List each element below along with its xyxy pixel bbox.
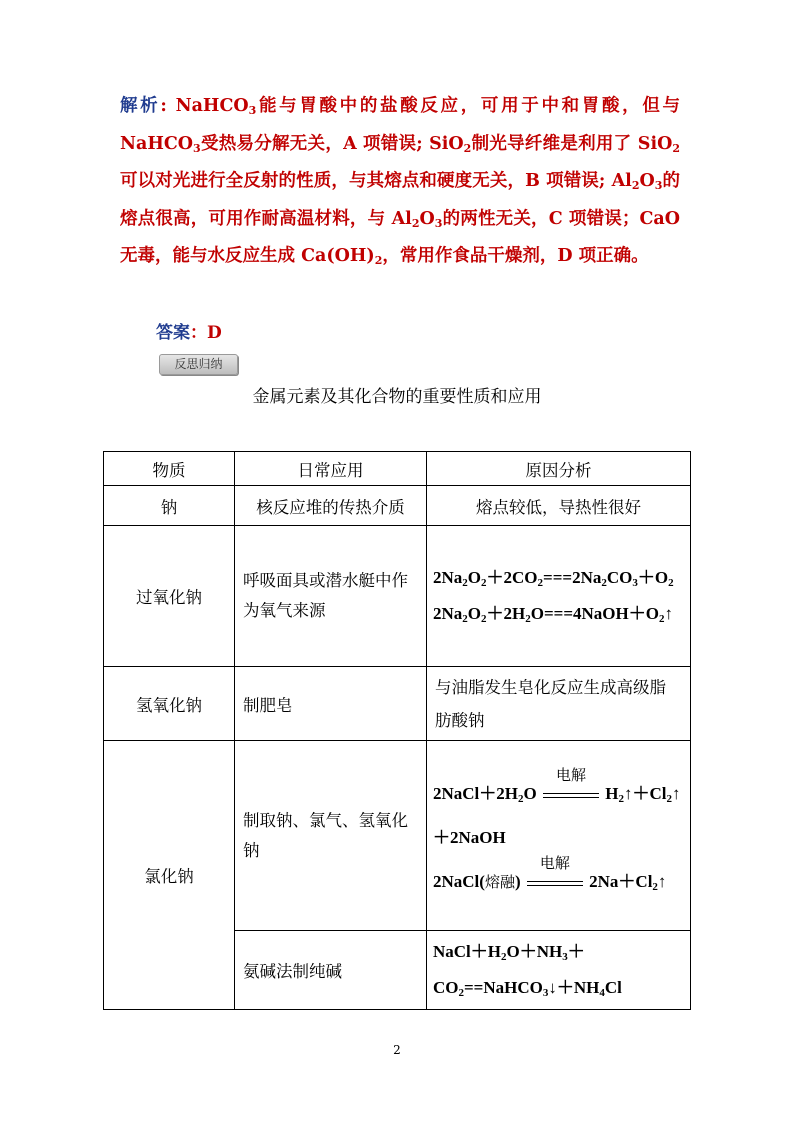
table-row [104,486,691,526]
answer-value: ：D [190,323,222,343]
electrolysis-sign: 电解 [525,873,585,893]
analysis-text: : NaHCO [160,96,249,116]
cell-reason: 熔点较低，导热性很好 [427,486,691,526]
cell-substance: 过氧化钠 [104,526,235,667]
cell-substance: 氯化钠 [104,741,235,1010]
cell-use: 制取钠、氯气、氢氧化钠 [235,741,427,931]
table-header-row [104,452,691,486]
analysis-paragraph [120,88,680,276]
table-row [104,526,691,667]
page-number: 2 [393,1043,401,1057]
cell-use: 呼吸面具或潜水艇中作为氧气来源 [235,526,427,667]
header-substance: 物质 [104,452,235,486]
table-row [104,667,691,741]
answer-line [156,318,222,343]
subscript: 3 [654,179,663,192]
analysis-text: 可以对光进行全反射的性质，与其熔点和硬度无关，B 项错误; Al [120,171,632,191]
cell-use: 制肥皂 [235,667,427,741]
analysis-text: 受热易分解无关，A 项错误; SiO [200,133,464,154]
properties-table [103,451,691,1010]
subscript: 3 [434,216,443,230]
analysis-text: 的两性无关，C 项错误；CaO 无毒，能与水反应生成 Ca(OH) [120,208,680,266]
subscript: 2 [411,216,420,230]
subscript: 3 [248,104,257,117]
answer-label: 答案 [156,323,190,343]
analysis-label: 解析 [120,96,161,116]
electrolysis-sign: 电解 [541,785,601,805]
header-reason: 原因分析 [427,452,691,486]
subscript: 3 [193,141,201,155]
analysis-text: O [419,208,435,229]
cell-reason: 与油脂发生皂化反应生成高级脂肪酸钠 [427,667,691,741]
table-title: 金属元素及其化合物的重要性质和应用 [252,387,542,407]
cell-equations: $2Na_2O_2+2CO_2===2Na_2CO_3+O_2$ $2Na_2O_2+2H_2O===4NaOH+O_2↑$ [427,526,691,667]
reflection-badge: 反思归纳 [159,354,238,375]
header-use: 日常应用 [235,452,427,486]
cell-equations: $NaCl+H_2O+NH_3+CO_2==NaHCO_3↓+NH_4Cl$ [427,931,691,1010]
subscript: 2 [463,141,472,155]
table-row [104,741,691,931]
subscript: 2 [631,179,640,192]
cell-substance: 钠 [104,486,235,526]
subscript: 2 [374,254,383,267]
analysis-text: 能与胃酸中的盐酸反应，可用于中和胃酸，但与 NaHCO [120,96,681,154]
analysis-text: O [639,171,655,191]
cell-substance: 氢氧化钠 [104,667,235,741]
analysis-text: ，常用作食品干燥剂，D 项正确。 [382,246,649,266]
cell-use: 氨碱法制纯碱 [235,931,427,1010]
subscript: 2 [672,141,680,155]
cell-equations: $2NaCl+2H_2O$ 电解 $H_2↑+Cl_2↑+2NaOH$ 2NaCl(熔融) 电解 $2Na+Cl_2↑$ [427,741,691,931]
analysis-text: 的熔点很高，可用作耐高温材料，与 Al [120,171,681,229]
analysis-text: 制光导纤维是利用了 SiO [471,133,673,154]
cell-use: 核反应堆的传热介质 [235,486,427,526]
